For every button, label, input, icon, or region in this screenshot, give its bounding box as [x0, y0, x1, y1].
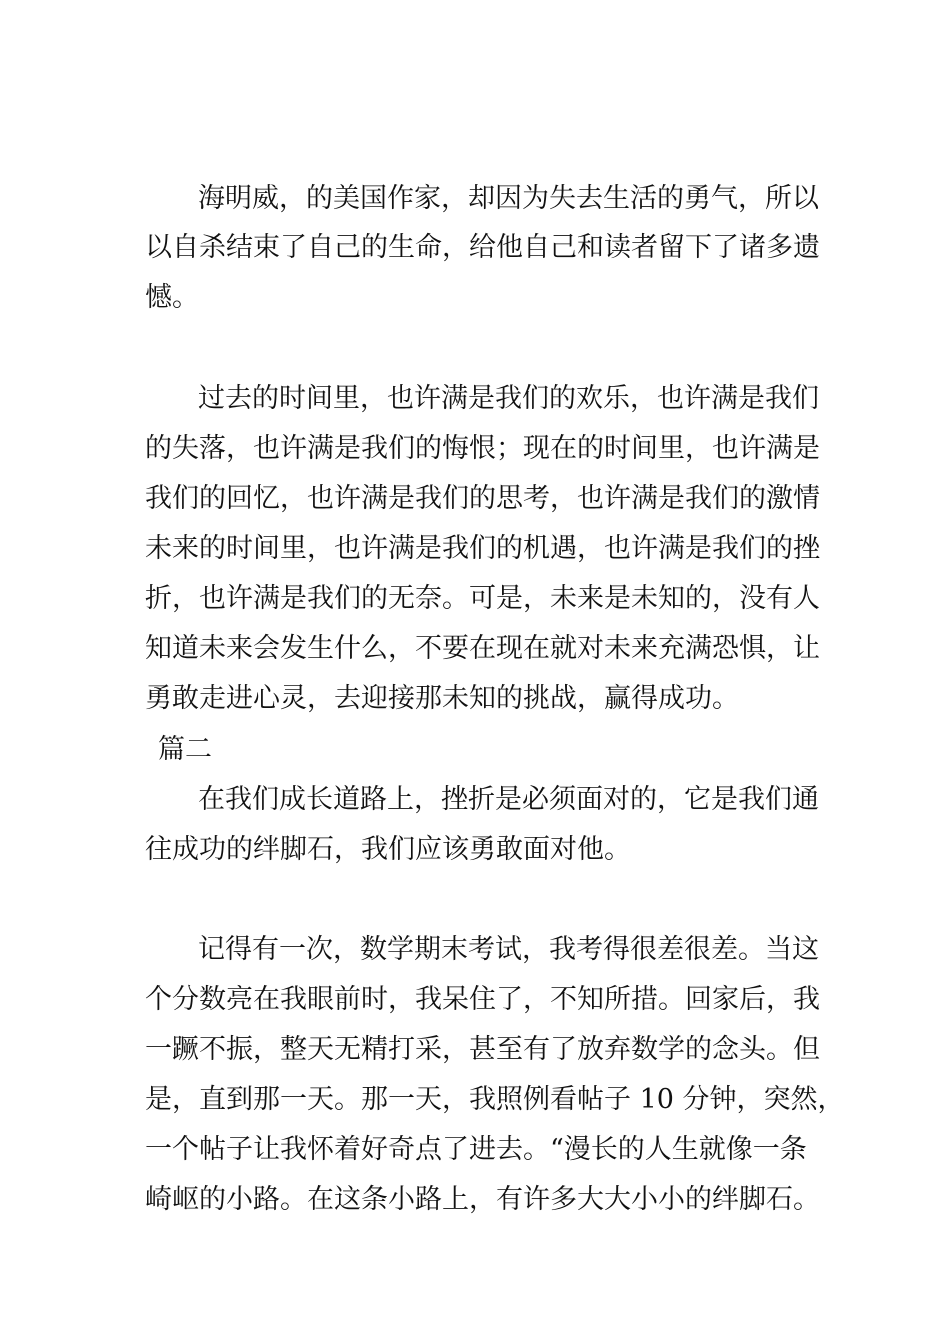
text-line: 知道未来会发生什么，不要在现在就对未来充满恐惧，让: [145, 633, 820, 664]
text-line: 未来的时间里，也许满是我们的机遇，也许满是我们的挫: [145, 533, 820, 564]
text-line: 海明威，的美国作家，却因为失去生活的勇气，所以: [198, 183, 819, 214]
text-line: 个分数亮在我眼前时，我呆住了，不知所措。回家后，我: [145, 984, 820, 1015]
text-line: 的失落，也许满是我们的悔恨；现在的时间里，也许满是: [145, 433, 820, 464]
text-line: 记得有一次，数学期末考试，我考得很差很差。当这: [198, 934, 819, 965]
text-line: 我们的回忆，也许满是我们的思考，也许满是我们的激情: [145, 483, 820, 514]
text-line: 在我们成长道路上，挫折是必须面对的，它是我们通: [198, 784, 819, 815]
text-line: 是，直到那一天。那一天，我照例看帖子 10 分钟，突然，: [145, 1084, 845, 1115]
text-line: 勇敢走进心灵，去迎接那未知的挑战，赢得成功。: [145, 683, 739, 714]
text-line: 一个帖子让我怀着好奇点了进去。“漫长的人生就像一条: [145, 1134, 807, 1165]
text-line: 崎岖的小路。在这条小路上，有许多大大小小的绊脚石。: [145, 1184, 820, 1215]
text-line: 过去的时间里，也许满是我们的欢乐，也许满是我们: [198, 383, 819, 414]
text-line: 以自杀结束了自己的生命，给他自己和读者留下了诸多遗: [145, 232, 820, 263]
text-line: 往成功的绊脚石，我们应该勇敢面对他。: [145, 834, 631, 865]
text-line: 折，也许满是我们的无奈。可是，未来是未知的，没有人: [145, 583, 820, 614]
section-heading: 篇二: [158, 734, 212, 765]
text-line: 憾。: [145, 282, 199, 313]
text-line: 一蹶不振，整天无精打采，甚至有了放弃数学的念头。但: [145, 1034, 820, 1065]
